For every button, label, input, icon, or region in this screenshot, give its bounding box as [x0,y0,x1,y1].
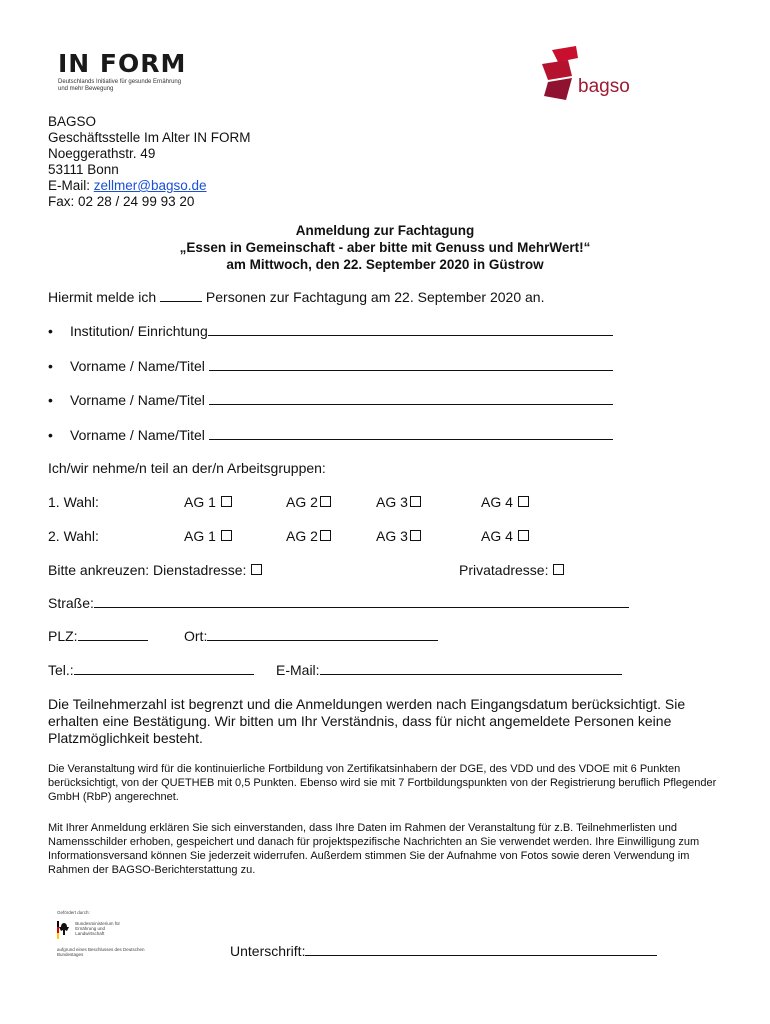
ag2-label: AG 2 [286,494,318,510]
contact-email-row [276,662,622,678]
checkbox[interactable] [320,496,331,507]
email-link[interactable]: zellmer@bagso.de [93,178,207,193]
person3-row [70,427,613,443]
groups-intro: Ich/wir nehme/n teil an der/n Arbeitsgruppen: [48,460,326,476]
person1-field[interactable] [209,358,613,371]
ag1-label: AG 1 [184,494,216,510]
ort-field[interactable] [207,628,438,641]
address-org: BAGSO [48,114,97,129]
address-city: 53111 Bonn [48,162,119,177]
ministry-row [57,915,147,939]
choice1-ag4[interactable] [481,494,529,510]
choice1-ag2[interactable] [286,494,331,510]
ag4-label: AG 4 [481,494,513,510]
ort-label: Ort: [184,628,208,644]
signature-label: Unterschrift: [230,943,306,959]
ministry-name: Bundesministerium für Ernährung und Landwirtschaft [75,921,121,936]
choice1-label: 1. Wahl: [48,494,99,510]
title-line3: am Mittwoch, den 22. September 2020 in Güstrow [226,257,544,272]
tel-row [48,662,254,678]
sponsor-bottom-text: aufgrund eines Beschlusses des Deutschen Bundestages [57,947,145,957]
checkbox[interactable] [320,530,331,541]
address-street: Noeggerathstr. 49 [48,146,156,161]
ministry-logo [57,910,147,957]
choice2-ag1[interactable] [184,528,232,544]
private-address-option[interactable] [459,562,564,578]
choice2-ag4[interactable] [481,528,529,544]
ag3-label: AG 3 [376,494,408,510]
person1-label: Vorname / Name/Titel [70,358,205,374]
inform-logo-sub-line2: und mehr Bewegung [58,86,114,92]
institution-field[interactable] [208,323,613,336]
choice2-ag2[interactable] [286,528,331,544]
address-office: Geschäftsstelle Im Alter IN FORM [48,130,251,145]
street-label: Straße: [48,595,94,611]
contact-email-label: E-Mail: [276,662,320,678]
plz-row [48,628,148,644]
contact-email-field[interactable] [320,662,622,675]
institution-row [70,323,613,339]
tel-label: Tel.: [48,662,74,678]
ag4-label: AG 4 [481,528,513,544]
person2-label: Vorname / Name/Titel [70,392,205,408]
ag2-label: AG 2 [286,528,318,544]
person2-row [70,392,613,408]
register-suffix: Personen zur Fachtagung am 22. September 2020 an. [205,289,545,305]
inform-logo-subtitle [58,79,198,93]
certification-paragraph: Die Veranstaltung wird für die kontinuierliche Fortbildung von Zertifikatsinhabern der DGE, des VDD und des VDOE mit 6 Punkten berücksichtigt, von der QUETHEB mit 0,5 Punkten. Ebenso wird sie mit 7 Fortbildungspunkten von der Registrierung beruflich Pflegender GmbH (RbP) angerechnet. [48,763,717,803]
choice2-label: 2. Wahl: [48,528,99,544]
checkbox[interactable] [518,530,529,541]
register-line [48,289,544,305]
bullet-icon: • [48,323,53,339]
checkbox[interactable] [410,496,421,507]
ort-row [184,628,438,644]
street-field[interactable] [94,595,629,608]
notice-paragraph: Die Teilnehmerzahl ist begrenzt und die Anmeldungen werden nach Eingangsdatum berücksichtigt. Sie erhalten eine Bestätigung. Wir bitten um Ihr Verständnis, dass für nicht angemeldete Personen keine Platzmöglichkeit besteht. [48,696,686,746]
page-title [0,222,770,273]
checkbox[interactable] [221,496,232,507]
signature-field[interactable] [305,943,657,956]
ag1-label: AG 1 [184,528,216,544]
ag3-label: AG 3 [376,528,408,544]
person2-field[interactable] [209,392,613,405]
plz-field[interactable] [78,628,148,641]
privacy-paragraph: Mit Ihrer Anmeldung erklären Sie sich einverstanden, dass Ihre Daten im Rahmen der Veranstaltung für z.B. Teilnehmerlisten und Namensschilder erhoben, gespeichert und danach für projektspezifische Nachrichten an Sie verwendet werden. Ihre Einwilligung zum Informationsversand können Sie jederzeit widerrufen. Außerdem stimmen Sie der Aufnahme von Fotos sowie deren Verwendung im Rahmen der BAGSO-Berichterstattung zu. [48,822,700,876]
choice2-ag3[interactable] [376,528,421,544]
choice1-ag3[interactable] [376,494,421,510]
address-fax: Fax: 02 28 / 24 99 93 20 [48,194,195,209]
register-prefix: Hiermit melde ich [48,289,157,305]
person3-label: Vorname / Name/Titel [70,427,205,443]
inform-logo-word: IN FORM [58,49,187,78]
bagso-logo-text: bagso [578,76,630,97]
person3-field[interactable] [209,427,613,440]
address-email-line [48,178,251,194]
private-address-label: Privatadresse: [459,562,549,578]
email-label: E-Mail: [48,178,94,193]
checkbox[interactable] [553,564,564,575]
bullet-icon: • [48,427,53,443]
bullet-icon: • [48,392,53,408]
address-block [48,114,251,210]
inform-logo-sub-line1: Deutschlands Initiative für gesunde Ernährung [58,79,182,85]
checkbox[interactable] [518,496,529,507]
checkbox[interactable] [410,530,421,541]
person-count-field[interactable] [160,289,202,302]
sponsor-top-text: Gefördert durch: [57,910,90,915]
address-type-label: Bitte ankreuzen: Dienstadresse: [48,562,247,578]
institution-label: Institution/ Einrichtung [70,323,208,339]
inform-logo [58,49,198,93]
checkbox[interactable] [251,564,262,575]
checkbox[interactable] [221,530,232,541]
eagle-icon [57,921,71,939]
tel-field[interactable] [74,662,254,675]
bagso-logo [538,46,648,106]
title-line2: „Essen in Gemeinschaft - aber bitte mit Genuss und MehrWert!“ [179,240,591,255]
bagso-mark-icon [538,46,580,104]
bullet-icon: • [48,358,53,374]
business-address-option[interactable] [48,562,262,578]
choice1-ag1[interactable] [184,494,232,510]
title-line1: Anmeldung zur Fachtagung [295,223,475,238]
signature-row [230,943,657,959]
street-row [48,595,629,611]
plz-label: PLZ: [48,628,78,644]
person1-row [70,358,613,374]
